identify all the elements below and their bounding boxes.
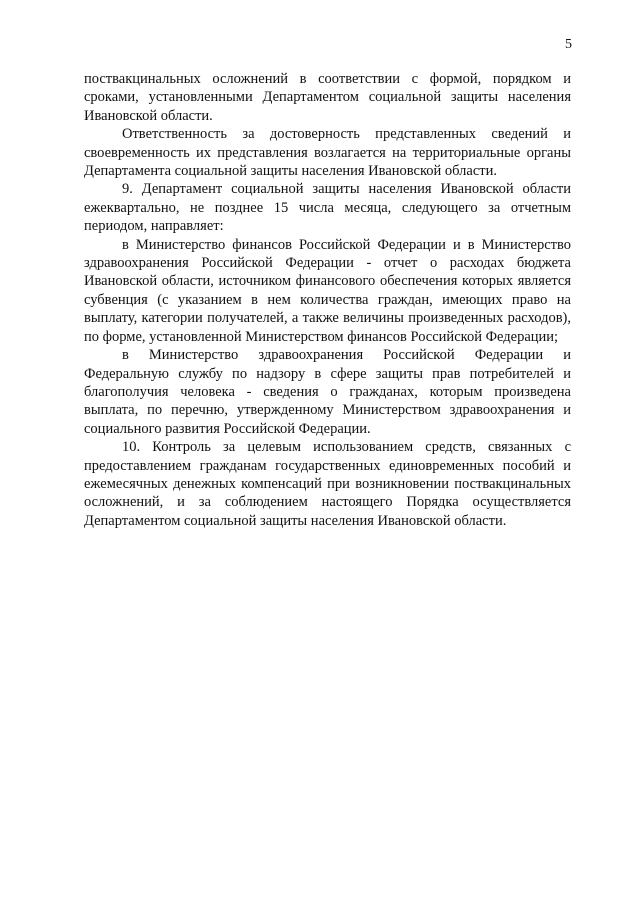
paragraph-item-9-ministry-finance: в Министерство финансов Российской Федерации и в Министерство здравоохранения Российской Федерации - отчет о расходах бюджета Ивановской области, источником финансового обеспечения которых является субвенция (с указанием в нем количества граждан, имеющих право на выплату, категории получателей, а также величины произведенных расходов), по форме, установленной Министерством финансов Российской Федерации; bbox=[84, 236, 571, 345]
paragraph-continuation: поствакцинальных осложнений в соответствии с формой, порядком и сроками, установленными Департаментом социальной защиты населения Ивановской области. bbox=[84, 71, 571, 124]
document-body bbox=[84, 70, 571, 530]
page-number: 5 bbox=[565, 37, 572, 52]
paragraph-item-9-ministry-health: в Министерство здравоохранения Российской Федерации и Федеральную службу по надзору в сфере защиты прав потребителей и благополучия человека - сведения о гражданах, которым произведена выплата, по перечню, утвержденному Министерством здравоохранения и социального развития Российской Федерации. bbox=[84, 347, 571, 437]
paragraph-responsibility: Ответственность за достоверность представленных сведений и своевременность их представления возлагается на территориальные органы Департамента социальной защиты населения Ивановской области. bbox=[84, 126, 571, 180]
paragraph-item-9: 9. Департамент социальной защиты населения Ивановской области ежеквартально, не позднее 15 числа месяца, следующего за отчетным периодом, направляет: bbox=[84, 181, 571, 235]
paragraph-item-10: 10. Контроль за целевым использованием средств, связанных с предоставлением гражданам государственных единовременных пособий и ежемесячных денежных компенсаций при возникновении поствакцинальных осложнений, и за соблюдением настоящего Порядка осуществляется Департаментом социальной защиты населения Ивановской области. bbox=[84, 439, 571, 529]
